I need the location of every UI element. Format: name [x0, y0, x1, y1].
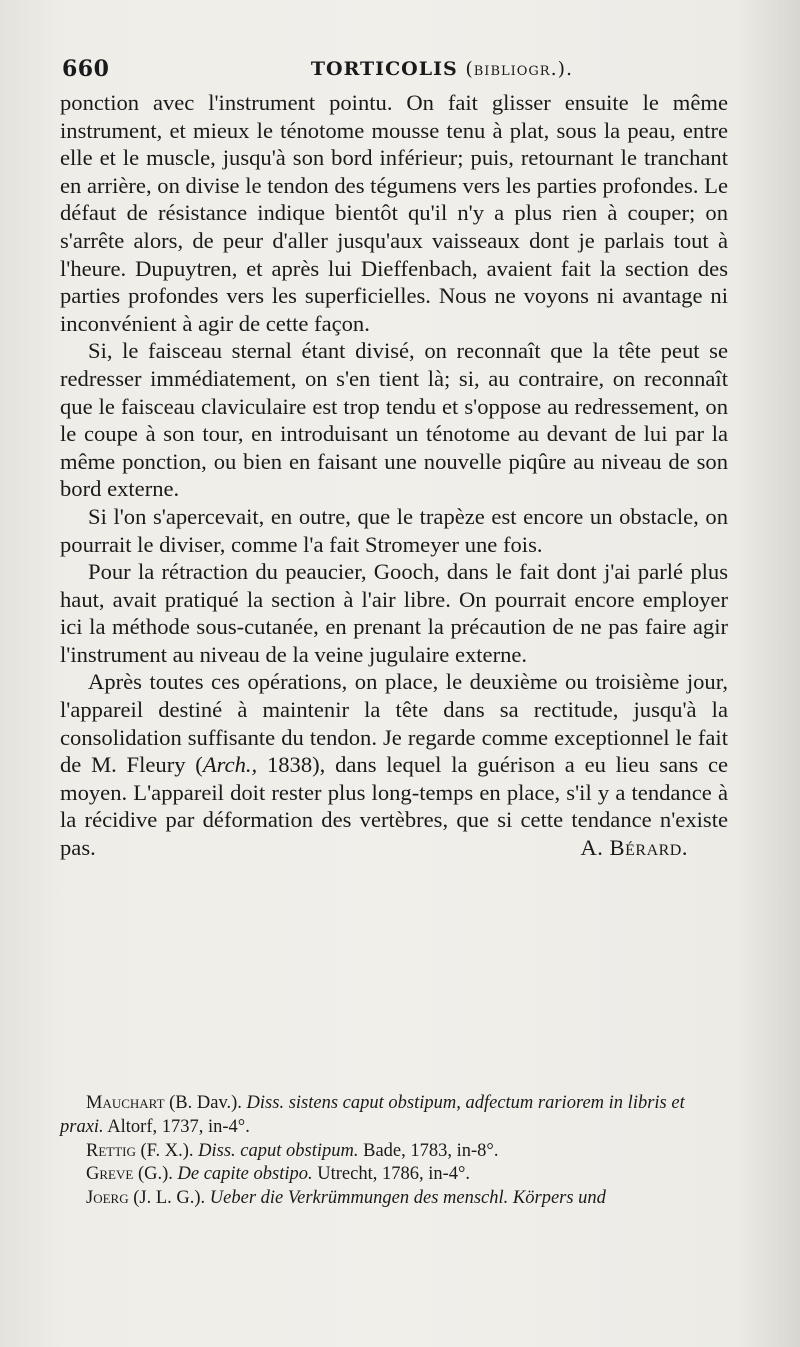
- bib-details: Utrecht, 1786, in-4°.: [312, 1164, 471, 1185]
- paragraph: Si l'on s'apercevait, en outre, que le trapèze est encore un obstacle, on pourrait le diviser, comme l'a fait Stromeyer une fois.: [60, 503, 728, 557]
- running-head: [62, 58, 726, 80]
- bibliography: [60, 1092, 732, 1211]
- bib-title: Ueber die Verkrümmungen des menschl. Körpers und: [209, 1188, 606, 1209]
- bibliography-entry: [60, 1092, 732, 1140]
- paragraph-text: 1838), dans lequel la guérison a eu lieu sans ce moyen. L'appareil doit rester plus long-temps en place, s'il y a tendance à la récidive par déformation des vertèbres, que si cette tendance n'existe pas.: [60, 752, 728, 861]
- paragraph: Si, le faisceau sternal étant divisé, on reconnaît que la tête peut se redresser immédiatement, on s'en tient là; si, au contraire, on reconnaît que le faisceau claviculaire est trop tendu et s'oppose au redressement, on le coupe à son tour, en introduisant un ténotome au devant de lui par la même ponction, ou bien en faisant une nouvelle piqûre au niveau de son bord externe.: [60, 338, 728, 502]
- bib-author: Rettig: [86, 1140, 136, 1161]
- bib-initials: (G.).: [133, 1164, 178, 1185]
- author-signature: A. Bérard.: [580, 835, 688, 861]
- running-head-subtitle: (bibliogr.).: [465, 58, 574, 80]
- bib-title: Diss. sistens caput obstipum, adfectum rariorem in libris et praxi.: [60, 1093, 685, 1137]
- bibliography-entry: [60, 1140, 732, 1164]
- bib-details: Bade, 1783, in-8°.: [358, 1140, 499, 1161]
- page-header: [62, 56, 726, 86]
- paragraph: Pour la rétraction du peaucier, Gooch, dans le fait dont j'ai parlé plus haut, avait pratiqué la section à l'air libre. On pourrait encore employer ici la méthode sous-cutanée, en prenant la précaution de ne pas faire agir l'instrument au niveau de la veine jugulaire externe.: [60, 559, 728, 667]
- bib-details: Altorf, 1737, in-4°.: [103, 1116, 250, 1137]
- journal-abbrev: Arch.,: [202, 752, 258, 778]
- paragraph: [60, 668, 728, 861]
- bib-title: Diss. caput obstipum.: [198, 1140, 359, 1161]
- bib-author: Joerg: [86, 1188, 129, 1209]
- bib-initials: (J. L. G.).: [128, 1188, 210, 1209]
- paragraph-text: Après toutes ces opérations, on place, le deuxième ou troisième jour, l'appareil destiné à maintenir la tête dans sa rectitude, jusqu'à la consolidation suffisante du tendon. Je regarde comme exceptionnel le fait de M. Fleury (: [60, 669, 728, 778]
- page-number: 660: [62, 56, 110, 82]
- bib-title: De capite obstipo.: [177, 1164, 313, 1185]
- main-text: [60, 89, 728, 862]
- bib-initials: (F. X.).: [135, 1140, 199, 1161]
- running-head-title: TORTICOLIS: [310, 58, 458, 80]
- bibliography-entry: [60, 1187, 732, 1211]
- bib-author: Greve: [86, 1164, 134, 1185]
- bib-initials: (B. Dav.).: [164, 1093, 247, 1113]
- paragraph: ponction avec l'instrument pointu. On fait glisser ensuite le même instrument, et mieux le ténotome mousse tenu à plat, sous la peau, entre elle et le muscle, jusqu'à son bord inférieur; puis, retournant le tranchant en arrière, on divise le tendon des tégumens vers les parties profondes. Le défaut de résistance indique bientôt qu'il n'y a plus rien à couper; on s'arrête alors, de peur d'aller jusqu'aux vaisseaux dont je parlais tout à l'heure. Dupuytren, et après lui Dieffenbach, avaient fait la section des parties profondes vers les superficielles. Nous ne voyons ni avantage ni inconvénient à agir de cette façon.: [60, 90, 728, 336]
- bib-author: Mauchart: [86, 1093, 165, 1113]
- bibliography-entry: [60, 1163, 732, 1187]
